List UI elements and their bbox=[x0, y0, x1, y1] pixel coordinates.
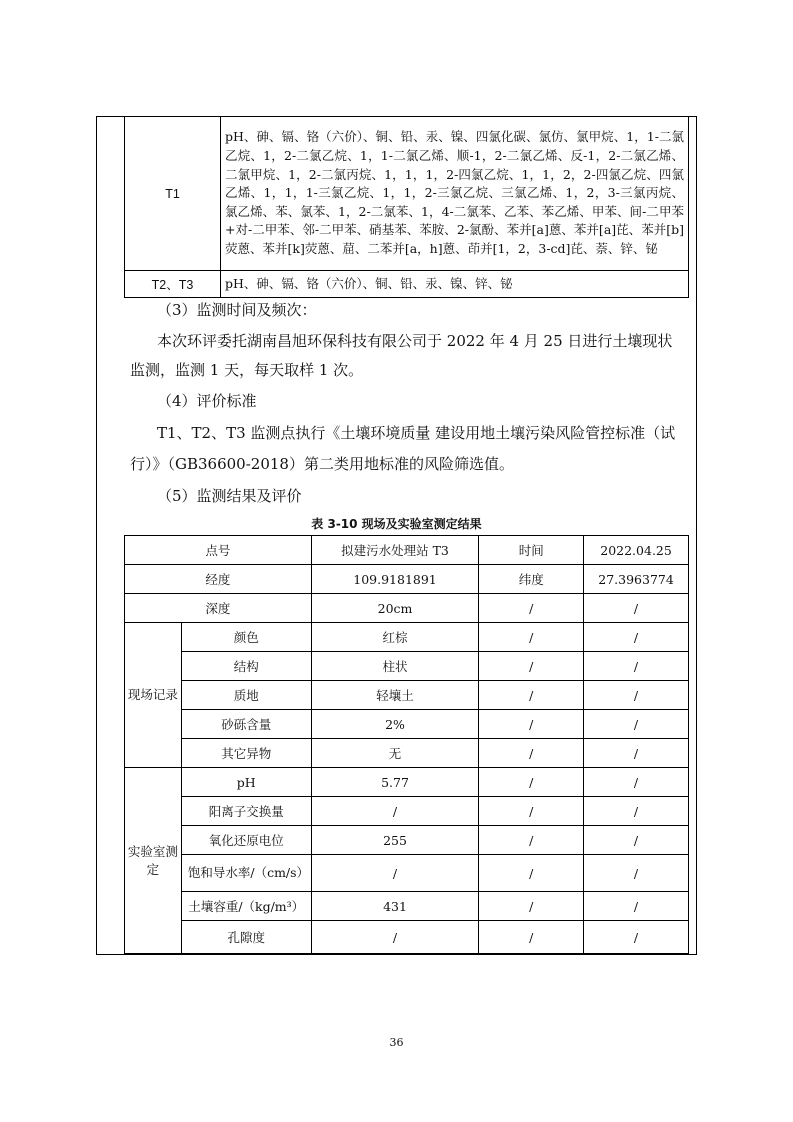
results-table bbox=[124, 535, 689, 954]
table-row bbox=[125, 892, 689, 921]
time-label: 时间 bbox=[479, 536, 584, 565]
cell-value: / bbox=[479, 652, 584, 681]
lab-value: 5.77 bbox=[311, 768, 479, 797]
field-item: 质地 bbox=[181, 681, 311, 710]
table-row bbox=[125, 652, 689, 681]
table-row bbox=[125, 271, 689, 298]
lab-item: pH bbox=[181, 768, 311, 797]
table-row bbox=[125, 739, 689, 768]
lab-item: 孔隙度 bbox=[181, 921, 311, 954]
lon-value: 109.9181891 bbox=[311, 565, 479, 594]
lab-item: 阳离子交换量 bbox=[181, 797, 311, 826]
field-record-group: 现场记录 bbox=[125, 623, 182, 768]
table-row bbox=[125, 117, 689, 271]
cell-value: / bbox=[479, 892, 584, 921]
table-row bbox=[125, 565, 689, 594]
lat-value: 27.3963774 bbox=[584, 565, 689, 594]
time-value: 2022.04.25 bbox=[584, 536, 689, 565]
table-row bbox=[125, 536, 689, 565]
indicator-list: pH、砷、镉、铬（六价）、铜、铅、汞、镍、锌、铋 bbox=[221, 271, 689, 298]
section-5-title: （5）监测结果及评价 bbox=[157, 487, 302, 505]
cell-value: / bbox=[584, 739, 689, 768]
cell-value: / bbox=[584, 623, 689, 652]
table-row bbox=[125, 826, 689, 855]
table-row bbox=[125, 623, 689, 652]
depth-label: 深度 bbox=[125, 594, 312, 623]
page-number: 36 bbox=[389, 1036, 404, 1049]
lon-label: 经度 bbox=[125, 565, 312, 594]
lab-value: / bbox=[311, 855, 479, 892]
cell-value: / bbox=[584, 594, 689, 623]
cell-value: / bbox=[584, 768, 689, 797]
table-row bbox=[125, 768, 689, 797]
field-item: 其它异物 bbox=[181, 739, 311, 768]
indicator-table bbox=[124, 116, 689, 298]
table-row bbox=[125, 797, 689, 826]
cell-value: / bbox=[479, 739, 584, 768]
section-4-body-line1: T1、T2、T3 监测点执行《土壤环境质量 建设用地土壤污染风险管控标准（试 bbox=[157, 424, 676, 442]
lab-item: 土壤容重/（kg/m³） bbox=[181, 892, 311, 921]
field-item: 结构 bbox=[181, 652, 311, 681]
cell-value: / bbox=[479, 921, 584, 954]
cell-value: / bbox=[584, 921, 689, 954]
field-value: 2% bbox=[311, 710, 479, 739]
cell-value: / bbox=[479, 623, 584, 652]
table-row bbox=[125, 855, 689, 892]
lab-value: 431 bbox=[311, 892, 479, 921]
cell-value: / bbox=[584, 826, 689, 855]
table-row bbox=[125, 921, 689, 954]
cell-value: / bbox=[584, 652, 689, 681]
table-row bbox=[125, 710, 689, 739]
point-label: 点号 bbox=[125, 536, 312, 565]
cell-value: / bbox=[584, 855, 689, 892]
lat-label: 纬度 bbox=[479, 565, 584, 594]
section-4-title: （4）评价标准 bbox=[157, 392, 257, 410]
indicator-list: pH、砷、镉、铬（六价）、铜、铅、汞、镍、四氯化碳、氯仿、氯甲烷、1，1-二氯乙烷、1，2-二氯乙烷、1，1-二氯乙烯、顺-1，2-二氯乙烯、反-1，2-二氯乙烯、二氯甲烷、1，2-二氯丙烷、1，1，1，2-四氯乙烷、1，1，2，2-四氯乙烷、四氯乙烯、1，1，1-三氯乙烷、1，1，2-三氯乙烷、三氯乙烯、1，2，3-三氯丙烷、氯乙烯、苯、氯苯、1，2-二氯苯、1，4-二氯苯、乙苯、苯乙烯、甲苯、间-二甲苯+对-二甲苯、邻-二甲苯、硝基苯、苯胺、2-氯酚、苯并[a]蒽、苯并[a]芘、苯并[b]荧蒽、苯并[k]荧蒽、䓛、二苯并[a，h]蒽、茚并[1，2，3-cd]芘、萘、锌、铋 bbox=[221, 117, 689, 271]
lab-value: / bbox=[311, 921, 479, 954]
table-row bbox=[125, 594, 689, 623]
cell-value: / bbox=[479, 797, 584, 826]
field-value: 红棕 bbox=[311, 623, 479, 652]
row-label: T1 bbox=[125, 117, 221, 271]
cell-value: / bbox=[479, 710, 584, 739]
cell-value: / bbox=[479, 594, 584, 623]
cell-value: / bbox=[584, 892, 689, 921]
cell-value: / bbox=[479, 855, 584, 892]
field-item: 砂砾含量 bbox=[181, 710, 311, 739]
depth-value: 20cm bbox=[311, 594, 479, 623]
lab-value: 255 bbox=[311, 826, 479, 855]
cell-value: / bbox=[479, 768, 584, 797]
section-3-body-line2: 监测，监测 1 天，每天取样 1 次。 bbox=[130, 361, 364, 379]
cell-value: / bbox=[479, 681, 584, 710]
field-value: 柱状 bbox=[311, 652, 479, 681]
lab-value: / bbox=[311, 797, 479, 826]
lab-test-group: 实验室测定 bbox=[125, 768, 182, 954]
lab-item: 饱和导水率/（cm/s） bbox=[181, 855, 311, 892]
field-item: 颜色 bbox=[181, 623, 311, 652]
table-row bbox=[125, 681, 689, 710]
section-4-body-line2: 行）》（GB36600-2018）第二类用地标准的风险筛选值。 bbox=[130, 455, 514, 473]
cell-value: / bbox=[584, 681, 689, 710]
row-label: T2、T3 bbox=[125, 271, 221, 298]
cell-value: / bbox=[479, 826, 584, 855]
field-value: 无 bbox=[311, 739, 479, 768]
table-caption: 表 3-10 现场及实验室测定结果 bbox=[311, 517, 482, 531]
point-value: 拟建污水处理站 T3 bbox=[311, 536, 479, 565]
section-3-body-line1: 本次环评委托湖南昌旭环保科技有限公司于 2022 年 4 月 25 日进行土壤现状 bbox=[157, 332, 673, 350]
section-3-title: （3）监测时间及频次： bbox=[157, 301, 317, 319]
cell-value: / bbox=[584, 710, 689, 739]
field-value: 轻壤土 bbox=[311, 681, 479, 710]
lab-item: 氧化还原电位 bbox=[181, 826, 311, 855]
cell-value: / bbox=[584, 797, 689, 826]
